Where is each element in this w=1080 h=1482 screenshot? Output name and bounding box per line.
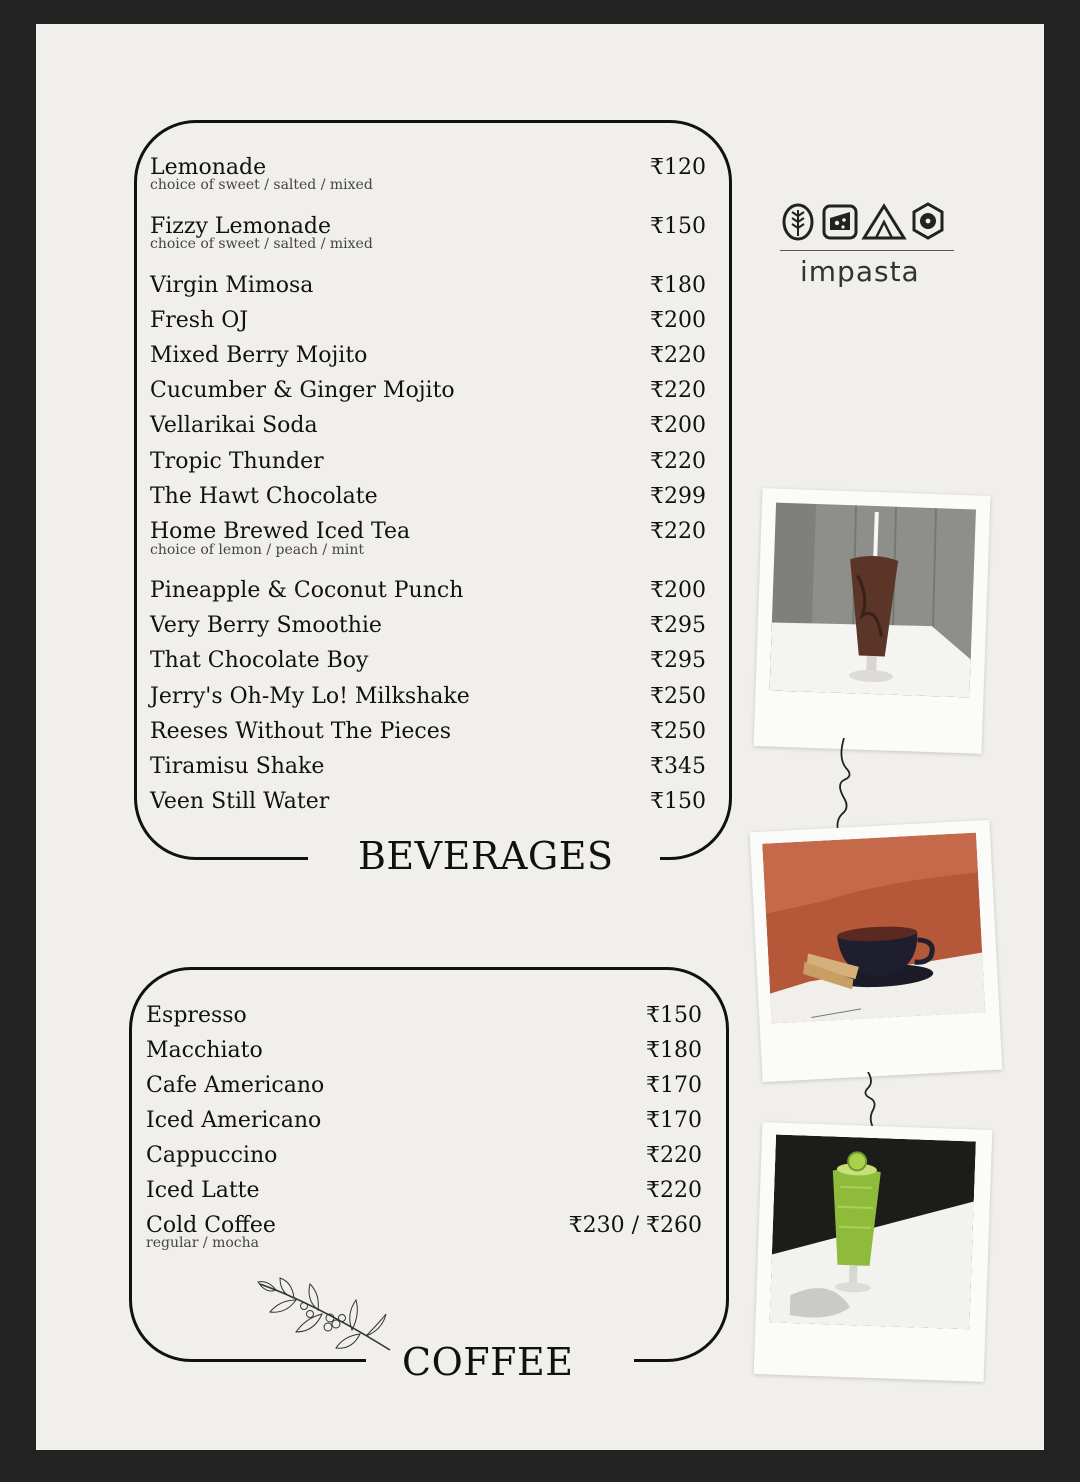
- menu-item: [150, 409, 706, 443]
- iced-matcha-photo: [769, 1135, 975, 1330]
- cheese-icon: [824, 206, 856, 238]
- item-price: ₹295: [650, 613, 706, 639]
- brand-name: impasta: [800, 255, 920, 288]
- menu-item: [150, 644, 706, 678]
- menu-item: [150, 268, 706, 302]
- menu-item: [146, 1173, 702, 1207]
- menu-item: [150, 374, 706, 408]
- polaroid-1: [754, 488, 991, 754]
- wheat-icon: [784, 205, 812, 239]
- item-name: Pineapple & Coconut Punch: [150, 577, 464, 603]
- menu-item: [150, 338, 706, 372]
- item-name: Cold Coffee: [146, 1212, 276, 1238]
- item-price: ₹345: [650, 753, 706, 779]
- item-name: Cucumber & Ginger Mojito: [150, 378, 455, 404]
- menu-item: [146, 998, 702, 1032]
- item-price: ₹150: [650, 789, 706, 815]
- item-price: ₹220: [650, 518, 706, 544]
- menu-page: [36, 24, 1044, 1450]
- menu-item: [146, 1138, 702, 1172]
- item-name: Very Berry Smoothie: [150, 613, 382, 639]
- menu-item: [150, 573, 706, 607]
- item-name: Tropic Thunder: [150, 448, 324, 474]
- item-price: ₹250: [650, 718, 706, 744]
- item-name: Home Brewed Iced Tea: [150, 518, 411, 544]
- item-name: That Chocolate Boy: [150, 648, 369, 674]
- menu-item: [150, 749, 706, 783]
- coffee-list: [146, 998, 702, 1268]
- brand-logo: [780, 202, 958, 288]
- item-price: ₹220: [650, 448, 706, 474]
- menu-item: [150, 444, 706, 478]
- item-name: Espresso: [146, 1002, 247, 1028]
- item-price: ₹170: [646, 1072, 702, 1098]
- item-price: ₹150: [646, 1002, 702, 1028]
- menu-item: [150, 785, 706, 819]
- item-price: ₹120: [650, 154, 706, 180]
- item-price: ₹180: [646, 1037, 702, 1063]
- item-name: Veen Still Water: [150, 789, 330, 815]
- menu-item: [150, 609, 706, 643]
- item-price: ₹200: [650, 413, 706, 439]
- item-note: choice of sweet / salted / mixed: [150, 177, 373, 194]
- menu-item: [150, 479, 706, 513]
- polaroid-3: [754, 1122, 993, 1382]
- item-price: ₹250: [650, 683, 706, 709]
- item-name: The Hawt Chocolate: [150, 483, 378, 509]
- item-name: Iced Latte: [146, 1177, 260, 1203]
- item-name: Iced Americano: [146, 1107, 322, 1133]
- item-name: Cappuccino: [146, 1142, 278, 1168]
- item-price: ₹220: [646, 1142, 702, 1168]
- item-price: ₹180: [650, 272, 706, 298]
- item-price: ₹295: [650, 648, 706, 674]
- menu-item: [150, 303, 706, 337]
- menu-item: [150, 714, 706, 748]
- coffee-title: COFFEE: [402, 1340, 574, 1384]
- coffee-branch-icon: [256, 1274, 396, 1354]
- brand-icons: [780, 202, 960, 244]
- item-name: Virgin Mimosa: [150, 272, 314, 298]
- item-note: choice of lemon / peach / mint: [150, 541, 364, 558]
- item-name: Fizzy Lemonade: [150, 213, 332, 239]
- menu-item: [146, 1068, 702, 1102]
- beverages-title: BEVERAGES: [358, 834, 614, 878]
- item-price: ₹299: [650, 483, 706, 509]
- item-note: regular / mocha: [146, 1235, 259, 1251]
- item-price: ₹170: [646, 1107, 702, 1133]
- item-name: Reeses Without The Pieces: [150, 718, 452, 744]
- bagel-icon: [914, 204, 942, 238]
- beverages-list: [150, 150, 706, 830]
- item-price: ₹230 / ₹260: [568, 1212, 702, 1238]
- item-price: ₹220: [646, 1177, 702, 1203]
- item-name: Lemonade: [150, 154, 267, 180]
- item-name: Cafe Americano: [146, 1072, 325, 1098]
- item-name: Tiramisu Shake: [150, 753, 325, 779]
- item-name: Fresh OJ: [150, 307, 249, 333]
- item-name: Vellarikai Soda: [150, 413, 318, 439]
- menu-item: [146, 1103, 702, 1137]
- item-price: ₹200: [650, 577, 706, 603]
- polaroid-2: [750, 820, 1003, 1082]
- item-note: choice of sweet / salted / mixed: [150, 236, 373, 253]
- menu-item: [146, 1033, 702, 1067]
- chocolate-shake-photo: [770, 503, 976, 698]
- item-name: Mixed Berry Mojito: [150, 342, 368, 368]
- item-price: ₹150: [650, 213, 706, 239]
- item-name: Jerry's Oh-My Lo! Milkshake: [150, 683, 470, 709]
- item-price: ₹220: [650, 342, 706, 368]
- hot-chocolate-photo: [762, 833, 985, 1024]
- hanging-string: [824, 738, 864, 838]
- item-price: ₹220: [650, 378, 706, 404]
- item-name: Macchiato: [146, 1037, 263, 1063]
- menu-item: [150, 679, 706, 713]
- logo-divider: [780, 250, 954, 251]
- tent-icon: [864, 206, 904, 238]
- item-price: ₹200: [650, 307, 706, 333]
